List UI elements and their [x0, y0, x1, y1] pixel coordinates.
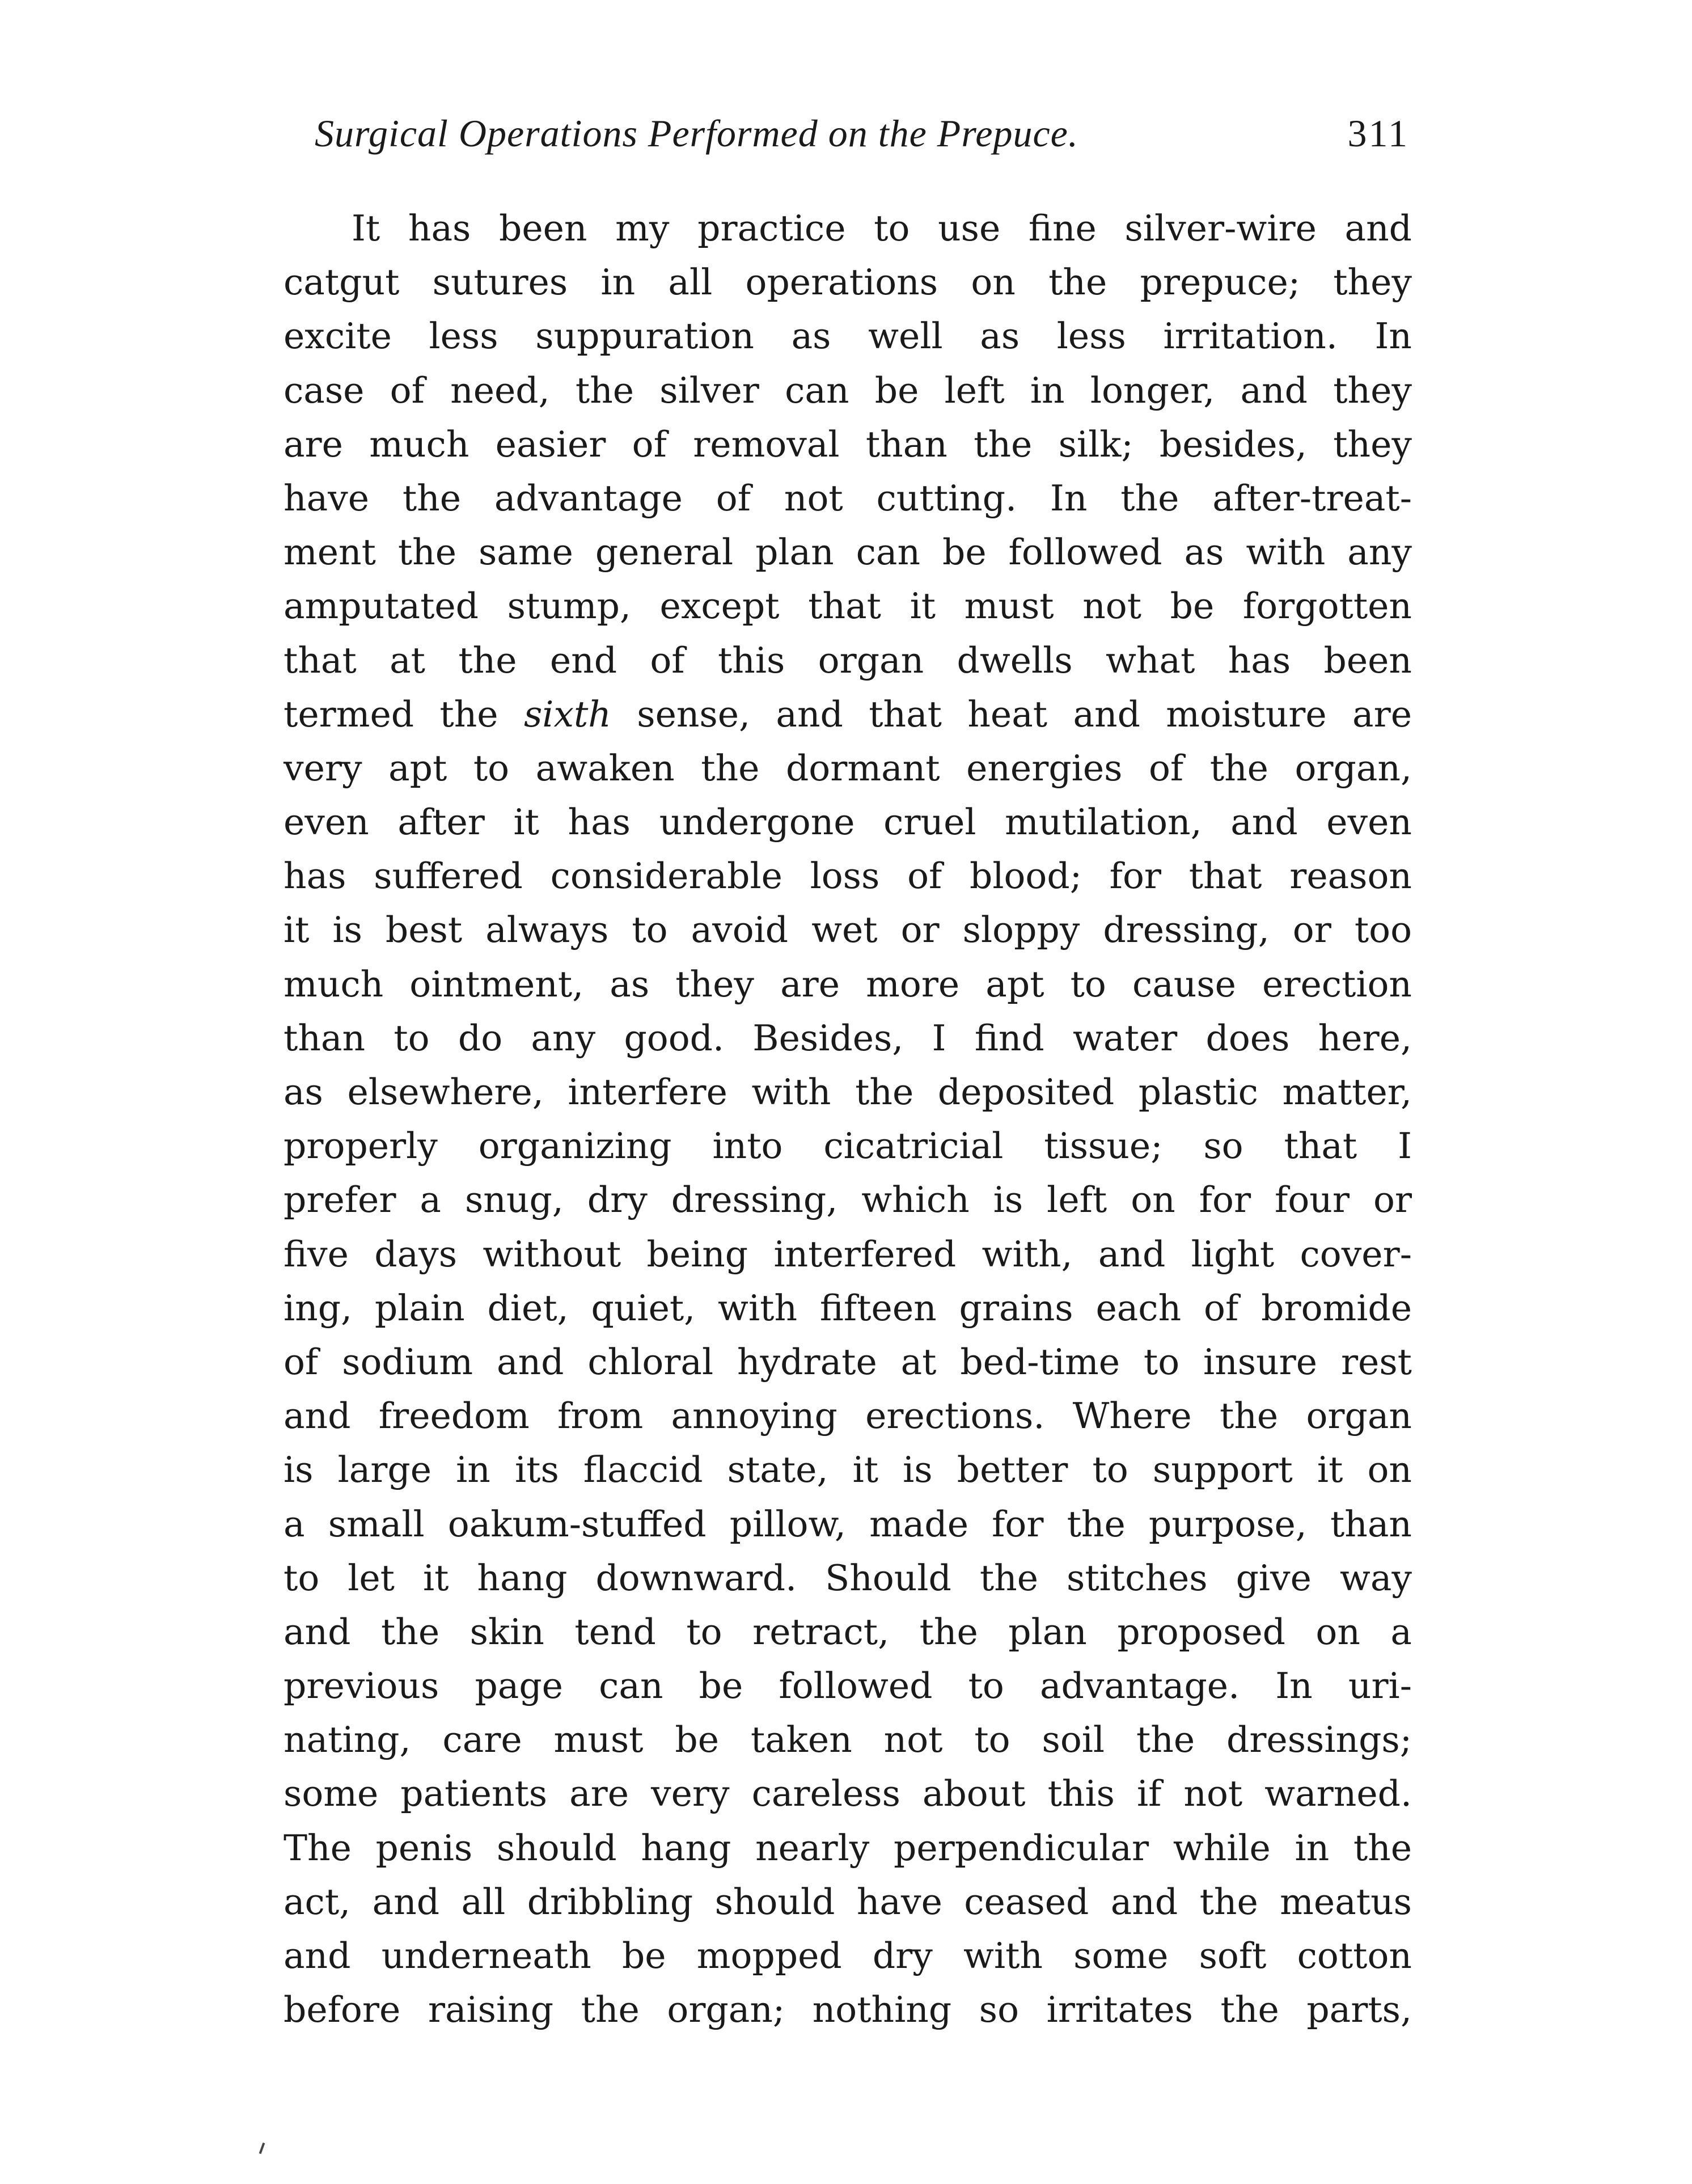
text-line: of sodium and chloral hydrate at bed-time to insure rest	[284, 1341, 1412, 1383]
text-line: catgut sutures in all operations on the prepuce; they	[284, 261, 1412, 303]
text-line: a small oakum-stuffed pillow, made for the purpose, than	[284, 1503, 1412, 1545]
text-line: is large in its flaccid state, it is better to support it on	[284, 1449, 1412, 1491]
text-line: ment the same general plan can be followed as with any	[284, 531, 1412, 573]
print-speck	[259, 2143, 265, 2154]
text-line: and underneath be mopped dry with some soft cotton	[284, 1935, 1412, 1976]
text-line: case of need, the silver can be left in longer, and they	[284, 369, 1412, 411]
running-head	[315, 111, 1409, 162]
text-line: even after it has undergone cruel mutilation, and even	[284, 801, 1412, 843]
line-prefix: termed the	[284, 693, 498, 735]
text-line: before raising the organ; nothing so irritates the parts,	[284, 1989, 1412, 2031]
text-line: it is best always to avoid wet or sloppy dressing, or too	[284, 909, 1412, 951]
text-line: amputated stump, except that it must not be forgotten	[284, 585, 1412, 627]
text-line: has suffered considerable loss of blood; for that reason	[284, 855, 1412, 897]
body-paragraph	[284, 201, 1412, 2037]
text-line: have the advantage of not cutting. In the after-treat-	[284, 477, 1412, 519]
text-line: than to do any good. Besides, I find water does here,	[284, 1017, 1412, 1059]
running-title: Surgical Operations Performed on the Prepuce.	[315, 112, 1078, 155]
text-line: to let it hang downward. Should the stitches give way	[284, 1557, 1412, 1599]
text-line: much ointment, as they are more apt to cause erection	[284, 963, 1412, 1005]
text-line: excite less suppuration as well as less irritation. In	[284, 315, 1412, 357]
text-line: as elsewhere, interfere with the deposited plastic matter,	[284, 1071, 1412, 1113]
italic-word: sixth	[523, 693, 611, 735]
text-line: act, and all dribbling should have ceased and the meatus	[284, 1881, 1412, 1923]
page-number: 311	[1347, 112, 1409, 155]
text-line: previous page can be followed to advantage. In uri-	[284, 1665, 1412, 1707]
line-remainder: sense, and that heat and moisture are	[637, 693, 1412, 735]
text-line: ing, plain diet, quiet, with fifteen grains each of bromide	[284, 1287, 1412, 1329]
text-line: five days without being interfered with, and light cover-	[284, 1233, 1412, 1275]
text-line-with-italic	[284, 687, 1412, 741]
text-line: and freedom from annoying erections. Where the organ	[284, 1395, 1412, 1437]
text-line: properly organizing into cicatricial tissue; so that I	[284, 1125, 1412, 1167]
text-line: The penis should hang nearly perpendicular while in the	[284, 1827, 1412, 1869]
text-line: prefer a snug, dry dressing, which is left on for four or	[284, 1179, 1412, 1221]
text-line: very apt to awaken the dormant energies of the organ,	[284, 747, 1412, 789]
text-line: It has been my practice to use fine silver-wire and	[352, 208, 1412, 249]
text-line: are much easier of removal than the silk; besides, they	[284, 423, 1412, 465]
text-line: some patients are very careless about this if not warned.	[284, 1773, 1412, 1815]
text-line: that at the end of this organ dwells what has been	[284, 639, 1412, 681]
text-line: and the skin tend to retract, the plan proposed on a	[284, 1611, 1412, 1653]
text-line: nating, care must be taken not to soil the dressings;	[284, 1719, 1412, 1761]
